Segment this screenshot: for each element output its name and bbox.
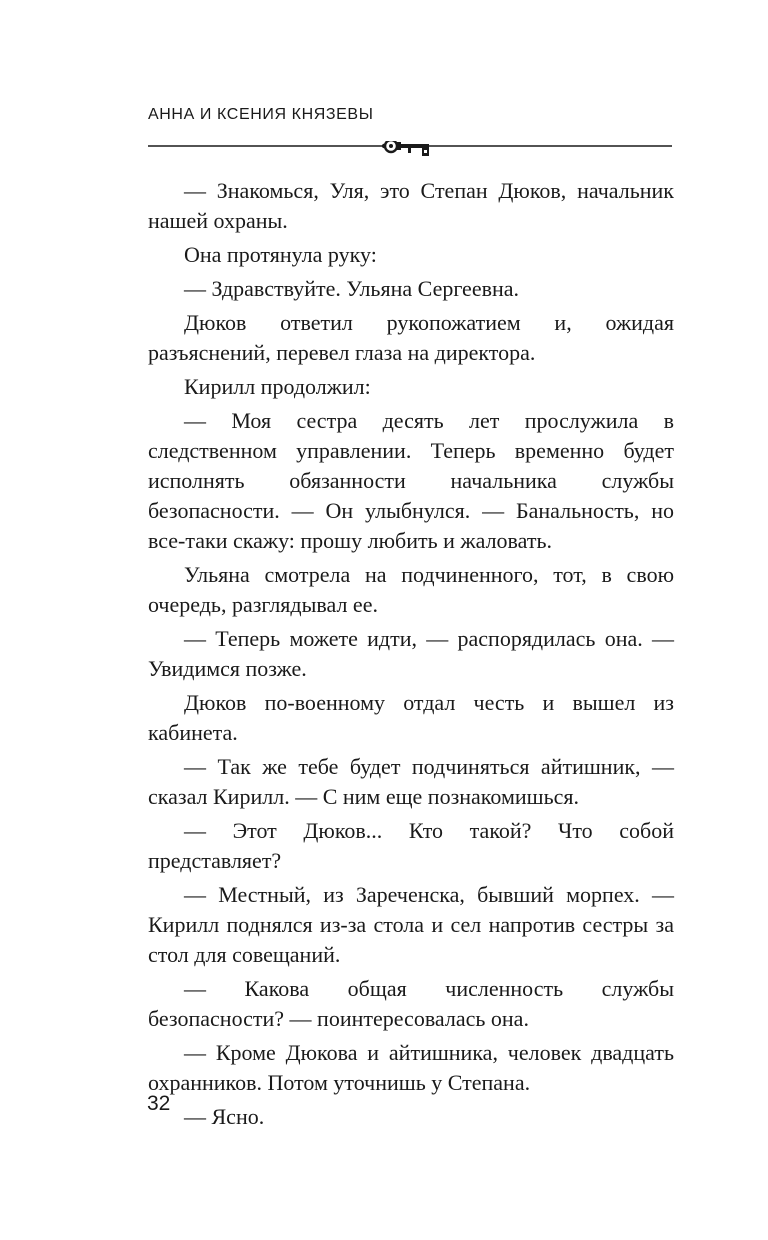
- paragraph: — Моя сестра десять лет прослужила в следственном управлении. Теперь временно будет исполнять обязанности начальника службы безопасности. — Он улыбнулся. — Банальность, но все-таки скажу: прошу любить и жаловать.: [148, 408, 674, 553]
- paragraph: — Теперь можете идти, — распорядилась она. — Увидимся позже.: [148, 626, 674, 681]
- header-rule: [148, 141, 672, 163]
- paragraph: — Знакомься, Уля, это Степан Дюков, начальник нашей охраны.: [148, 178, 674, 233]
- paragraph: — Ясно.: [184, 1104, 265, 1129]
- paragraph: Ульяна смотрела на подчиненного, тот, в свою очередь, разглядывал ее.: [148, 562, 674, 617]
- paragraph: Она протянула руку:: [184, 242, 377, 267]
- key-icon: [382, 141, 429, 156]
- paragraph: Дюков ответил рукопожатием и, ожидая разъяснений, перевел глаза на директора.: [148, 310, 674, 365]
- paragraph: — Какова общая численность службы безопасности? — поинтересовалась она.: [148, 976, 674, 1031]
- page-number: 32: [147, 1092, 171, 1115]
- paragraph: — Этот Дюков... Кто такой? Что собой представляет?: [148, 818, 674, 873]
- paragraph: — Здравствуйте. Ульяна Сергеевна.: [184, 276, 520, 301]
- paragraph: — Так же тебе будет подчиняться айтишник, — сказал Кирилл. — С ним еще познакомишься.: [148, 754, 674, 809]
- paragraph: — Местный, из Зареченска, бывший морпех. — Кирилл поднялся из-за стола и сел напротив сестры за стол для совещаний.: [148, 882, 674, 967]
- body-text: [148, 176, 674, 1132]
- paragraph: Дюков по-военному отдал честь и вышел из кабинета.: [148, 690, 674, 745]
- paragraph: — Кроме Дюкова и айтишника, человек двадцать охранников. Потом уточнишь у Степана.: [148, 1040, 674, 1095]
- running-header: АННА И КСЕНИЯ КНЯЗЕВЫ: [148, 106, 374, 123]
- paragraph: Кирилл продолжил:: [184, 374, 371, 399]
